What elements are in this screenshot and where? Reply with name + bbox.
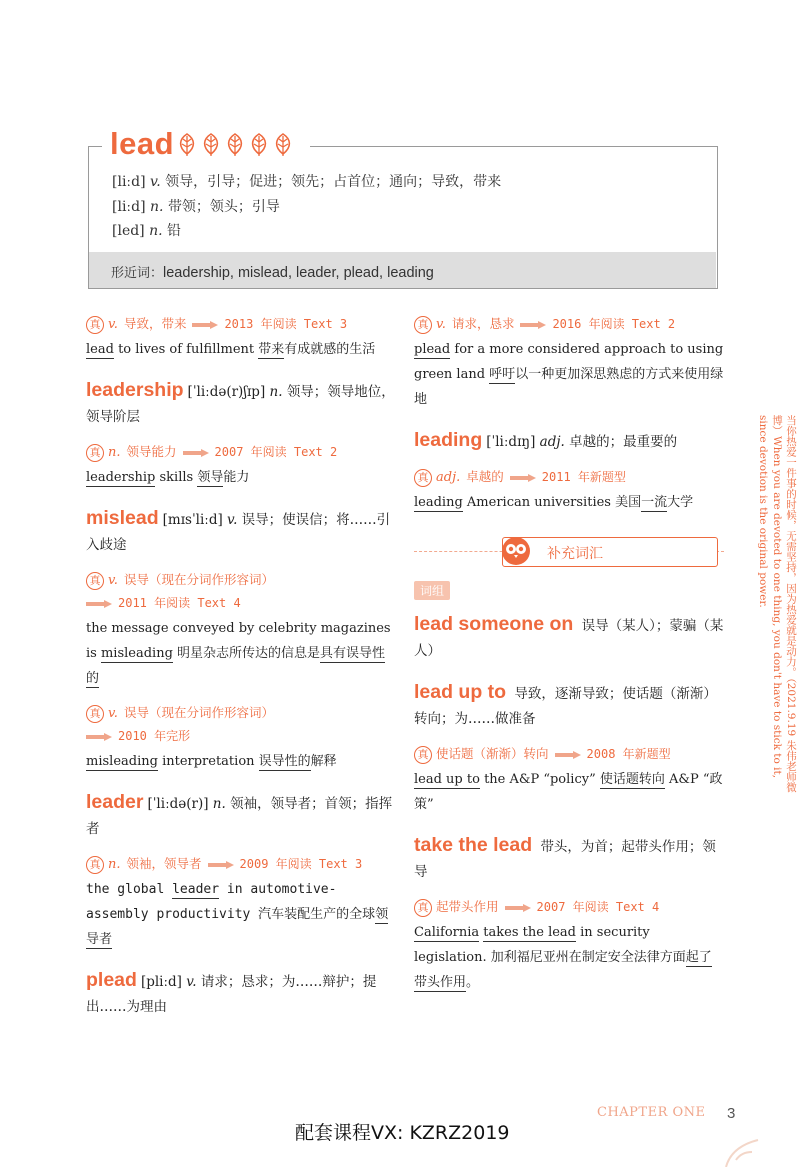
example xyxy=(414,337,724,412)
exam-reference: 2016 年阅读 Text 2 xyxy=(552,317,676,331)
example-text: 大学 xyxy=(667,495,694,510)
left-column xyxy=(86,300,396,1020)
pos: n. xyxy=(108,445,121,460)
pos: v. xyxy=(108,573,118,588)
highlight: 具有误导性的 xyxy=(86,646,386,686)
highlight: plead xyxy=(414,342,451,357)
definition: 请求；恳求；为……辩护；提出……为理由 xyxy=(86,974,377,1015)
pos: n. xyxy=(212,796,226,812)
pos: v. xyxy=(108,317,118,332)
exam-reference: 2008 年新题型 xyxy=(586,747,671,761)
definition: 领袖，领导者；首领；指挥者 xyxy=(86,796,393,837)
highlight: misleading xyxy=(100,646,173,661)
zhen-badge: 真 xyxy=(414,316,432,334)
example xyxy=(86,749,396,774)
meaning: 导致，带来 xyxy=(123,316,187,331)
meaning: 领导，引导；促进；领先；占首位；通向；导致，带来 xyxy=(165,174,502,190)
highlight: misleading xyxy=(86,754,158,769)
headword: plead xyxy=(86,969,137,991)
definition-line-3 xyxy=(112,220,181,240)
headword: lead up to xyxy=(414,681,507,703)
page-number: 3 xyxy=(727,1105,736,1122)
example xyxy=(86,337,396,362)
headword: mislead xyxy=(86,507,159,529)
pos: n. xyxy=(269,384,283,400)
example-text: the message conveyed by celebrity magazines is xyxy=(86,621,391,661)
example-text: 。 xyxy=(466,975,480,990)
arrow-icon xyxy=(86,733,112,741)
source-line xyxy=(86,570,396,591)
exam-reference: 2013 年阅读 Text 3 xyxy=(224,317,348,331)
definition: 卓越的；最重要的 xyxy=(569,434,678,450)
source-line xyxy=(414,744,724,765)
example xyxy=(414,920,724,995)
source-line xyxy=(86,854,396,875)
highlight: lead xyxy=(86,342,114,357)
zhen-badge: 真 xyxy=(86,705,104,723)
example-text: interpretation xyxy=(157,754,259,769)
example-text: 明星杂志所传达的信息是 xyxy=(172,646,321,661)
zhen-badge: 真 xyxy=(414,469,432,487)
meaning: 卓越的 xyxy=(466,469,504,484)
highlight: leading xyxy=(414,495,463,510)
example xyxy=(86,465,396,490)
phrase-tag: 词组 xyxy=(414,581,450,600)
source-line xyxy=(86,703,396,724)
chapter-label: CHAPTER ONE xyxy=(597,1105,706,1120)
pos: adj. xyxy=(436,470,461,485)
exam-reference: 2007 年阅读 Text 4 xyxy=(536,900,660,914)
leaf-icon xyxy=(272,133,294,157)
highlight: 领导者 xyxy=(86,907,389,947)
highlight: leadership xyxy=(86,470,156,485)
highlight: leader xyxy=(172,882,220,897)
highlight: 呼吁 xyxy=(489,367,516,382)
entry-take-the-lead xyxy=(414,833,724,885)
leaf-icon xyxy=(200,133,222,157)
headword: leading xyxy=(414,429,483,451)
example xyxy=(86,616,396,691)
example-text: to lives of fulfillment xyxy=(113,342,259,357)
example-text: in security legislation. 加利福尼亚州在制定安全法律方面 xyxy=(414,925,686,965)
pos: n. xyxy=(150,199,164,215)
similar-list: leadership, mislead, leader, plead, leading xyxy=(163,265,434,281)
example-text: American universities 美国 xyxy=(462,495,642,510)
ipa: [liːd] xyxy=(112,174,146,190)
highlight: 一流 xyxy=(641,495,668,510)
exam-reference: 2007 年阅读 Text 2 xyxy=(214,445,338,459)
leaf-icon xyxy=(224,133,246,157)
owl-icon xyxy=(501,534,531,568)
highlight: 领导 xyxy=(197,470,224,485)
zhen-badge: 真 xyxy=(86,444,104,462)
zhen-badge: 真 xyxy=(86,856,104,874)
highlight: California xyxy=(414,925,480,940)
entry-leader xyxy=(86,790,396,842)
example-text: skills xyxy=(155,470,198,485)
arrow-icon xyxy=(555,751,581,759)
meaning: 误导（现在分词作形容词） xyxy=(123,572,274,587)
example-text: for a more considered approach to using green land xyxy=(414,342,724,382)
example-text: A&P “政策” xyxy=(414,772,723,812)
entry-leading xyxy=(414,428,724,455)
example-text: the global xyxy=(86,882,173,897)
highlight: 误导性的 xyxy=(258,754,311,769)
right-column xyxy=(414,300,724,995)
arrow-icon xyxy=(183,449,209,457)
exam-reference: 2010 年完形 xyxy=(118,729,191,743)
zhen-badge: 真 xyxy=(86,316,104,334)
entry-mislead xyxy=(86,506,396,558)
ipa: [ˈliːdə(r)] xyxy=(147,796,209,812)
headword: take the lead xyxy=(414,834,533,856)
similar-words-band xyxy=(89,252,716,288)
example-text: 以一种更加深思熟虑的方式来使用绿地 xyxy=(414,367,724,407)
side-quote: 当你热爱一件事的时候，无需坚持，因为热爱就是动力。（2021.9.19 朱伟老师微博）When you are devoted to one thing, you don't have to stick to it, since devotion is the original power. xyxy=(757,415,797,793)
arrow-icon xyxy=(520,321,546,329)
zhen-badge: 真 xyxy=(414,746,432,764)
pos: v. xyxy=(150,174,161,190)
pos: v. xyxy=(108,706,118,721)
highlight: lead up to xyxy=(414,772,480,787)
pos: v. xyxy=(436,317,446,332)
definition-line-1 xyxy=(112,171,501,191)
leaf-icon xyxy=(248,133,270,157)
supplement-label: 补充词汇 xyxy=(547,546,603,562)
meaning: 铅 xyxy=(167,223,182,239)
ipa: [ˈliːdə(r)ʃɪp] xyxy=(187,384,266,400)
supplement-banner xyxy=(414,537,724,567)
example-text: in automotive-assembly productivity 汽车装配生产的全球 xyxy=(86,882,376,922)
source-line xyxy=(414,897,724,918)
definition: 导致，逐渐导致；使话题（渐渐）转向；为……做准备 xyxy=(414,686,717,727)
ipa: [led] xyxy=(112,223,145,239)
source-line xyxy=(86,593,396,614)
highlight: 带来 xyxy=(258,342,285,357)
definition-line-2 xyxy=(112,196,280,216)
definition: 误导（某人）；蒙骗（某人） xyxy=(414,618,724,659)
definition: 带头，为首；起带头作用；领导 xyxy=(414,839,716,880)
pos: adj. xyxy=(539,434,565,450)
entry-lead-someone-on xyxy=(414,612,724,664)
example xyxy=(414,490,724,515)
definition: 误导；使误信；将……引入歧途 xyxy=(86,512,391,553)
meaning: 带领；领头；引导 xyxy=(167,199,280,215)
pos: v. xyxy=(186,974,197,990)
arrow-icon xyxy=(86,600,112,608)
meaning: 使话题（渐渐）转向 xyxy=(436,746,549,761)
corner-leaf-decoration xyxy=(706,1130,766,1167)
entry-lead-up-to xyxy=(414,680,724,732)
highlight: 使话题转向 xyxy=(599,772,665,787)
supplement-pill xyxy=(502,537,718,567)
pos: v. xyxy=(227,512,238,528)
similar-words xyxy=(111,262,434,281)
exam-reference: 2011 年阅读 Text 4 xyxy=(118,596,241,610)
highlight: takes the lead xyxy=(483,925,576,940)
ipa: [liːd] xyxy=(112,199,146,215)
arrow-icon xyxy=(208,861,234,869)
headword: lead someone on xyxy=(414,613,574,635)
watermark-text: 配套课程VX: KZRZ2019 xyxy=(295,1122,510,1144)
example-text: the A&P “policy” xyxy=(479,772,600,787)
example-text: 有成就感的生活 xyxy=(284,342,376,357)
zhen-badge: 真 xyxy=(86,572,104,590)
source-line xyxy=(86,314,396,335)
ipa: [pliːd] xyxy=(140,974,182,990)
source-line xyxy=(86,442,396,463)
entry-leadership xyxy=(86,378,396,430)
zhen-badge: 真 xyxy=(414,899,432,917)
meaning: 领导能力 xyxy=(126,444,177,459)
example-text: 能力 xyxy=(223,470,250,485)
example-text: 解释 xyxy=(310,754,337,769)
arrow-icon xyxy=(510,474,536,482)
headword: leadership xyxy=(86,379,184,401)
pos: n. xyxy=(149,223,163,239)
arrow-icon xyxy=(192,321,218,329)
ipa: [mɪsˈliːd] xyxy=(162,512,223,528)
source-line xyxy=(86,726,396,747)
frequency-leaves xyxy=(176,133,294,157)
highlight: 起了带头作用 xyxy=(414,950,712,990)
source-line xyxy=(414,467,724,488)
source-line xyxy=(414,314,724,335)
exam-reference: 2009 年阅读 Text 3 xyxy=(239,857,363,871)
similar-label: 形近词： xyxy=(111,266,164,281)
example xyxy=(414,767,724,817)
definition: 领导；领导地位，领导阶层 xyxy=(86,384,395,425)
headword: leader xyxy=(86,791,144,813)
pos: n. xyxy=(108,857,121,872)
meaning: 领袖，领导者 xyxy=(126,856,202,871)
leaf-icon xyxy=(176,133,198,157)
headword: lead xyxy=(110,126,175,161)
entry-plead xyxy=(86,968,396,1020)
meaning: 起带头作用 xyxy=(436,899,499,914)
arrow-icon xyxy=(505,904,531,912)
exam-reference: 2011 年新题型 xyxy=(541,470,626,484)
meaning: 误导（现在分词作形容词） xyxy=(123,705,274,720)
ipa: [ˈliːdɪŋ] xyxy=(486,434,536,450)
example xyxy=(86,877,396,952)
meaning: 请求，恳求 xyxy=(451,316,515,331)
